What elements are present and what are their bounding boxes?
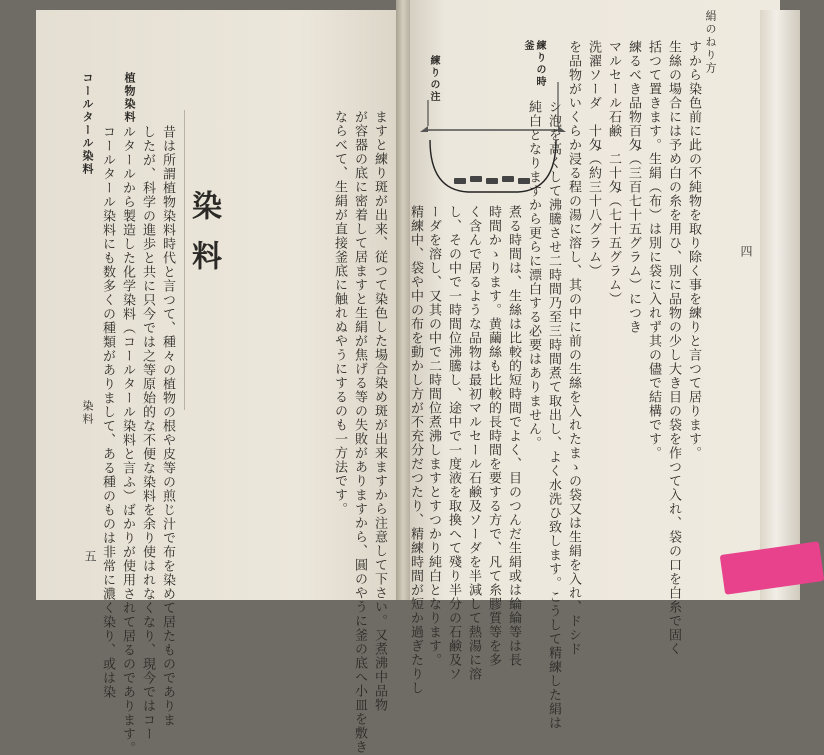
- right-col-13: し、その中で一時間位沸騰し、途中で一度液を取換へて殘り半分の石鹸及ソ: [446, 205, 461, 681]
- right-col-1: すから染色前に此の不純物を取り除く事を練りと言つて居ります。: [686, 40, 701, 460]
- right-header-title: 絹のねり方: [704, 10, 717, 75]
- diagram-label-1: 練りの時: [534, 40, 545, 88]
- prev-text-2: が容器の底に密着して居ますと生絹が焦げる等の失敗がありますから、圓のやうに釜の底へ小皿を敷き: [352, 110, 367, 754]
- right-col-10: 煮る時間は、生絲は比較的短時間でよく、目のつんだ生絹或は綸綸等は長: [506, 205, 521, 667]
- right-col-5: マルセール石鹸 二十匁（七十五グラム）: [606, 40, 621, 306]
- right-col-15: 精練中、袋や中の布を動かし方が不充分だつたり、精練時間が短か過ぎたりし: [408, 205, 423, 695]
- right-col-11: 時間かゝります。黄繭絲も比較的長時間を要する方で、凡て糸膠質等を多: [486, 205, 501, 667]
- right-col-12: く含んで居るような品物は最初マルセール石鹸及ソーダを半減して熱湯に溶: [466, 205, 481, 681]
- left-paragraph-1: 昔は所謂植物染料時代と言つて、種々の植物の根や皮等の煎じ汁で布を染めて居たものでありま: [160, 125, 175, 727]
- diagram-label-3: 練りの注: [428, 55, 439, 103]
- right-col-9: 純白となりますから更らに漂白する必要はありません。: [526, 100, 541, 450]
- right-col-14: ーダを溶し、又其の中で二時間位煮沸しますとすつかり純白となります。: [426, 205, 441, 667]
- page-edges: [760, 10, 800, 600]
- right-col-2: 生絲の場合には予め白の糸を用ひ、別に品物の少し大き目の袋を作つて入れ、袋の口を白糸で固く: [666, 40, 681, 656]
- left-paragraph-2: したが、科学の進歩と共に只今では之等原始的な不便な染料を余り使はれなくなり、現今ではコー: [140, 125, 155, 741]
- left-paragraph-3: ルタールから製造した化学染料（コールタール染料と言ふ）ばかりが使用されて居るのであります。: [120, 125, 135, 755]
- left-footer-title: 染料: [81, 400, 94, 426]
- prev-text-1: ますと練り斑が出来、従つて染色した場合染め斑が出来ますから注意して下さい。又煮沸中品物: [372, 110, 387, 712]
- diagram-label-2: 釜: [522, 40, 533, 52]
- left-paragraph-4: コールタール染料にも数多くの種類がありまして、ある種のものは非常に濃く染り、或は染: [100, 125, 115, 699]
- right-page-number: 四: [739, 245, 753, 257]
- right-col-8: シ泡を高くして沸騰させ二時間乃至三時間煮て取出し、よく水洗ひ致します。こうして精練した絹は: [546, 100, 561, 730]
- left-header-section: 植物染料: [123, 72, 136, 124]
- left-page-number: 五: [83, 550, 97, 562]
- right-col-7: を品物がいくらか浸る程の湯に溶し、其の中に前の生絲を入れたまゝの袋又は生絹を入れ、ドシド: [566, 40, 581, 656]
- right-col-6: 洗濯ソーダ 十匁（約三十八グラム）: [586, 40, 601, 278]
- right-col-4: 練るべき品物百匁（三百七十五グラム）につき: [626, 40, 641, 334]
- chapter-title: 染料: [186, 190, 221, 290]
- chapter-title-box: [130, 110, 185, 410]
- right-col-3: 括つて置きます。生絹（布）は別に袋に入れず其の儘で結構です。: [646, 40, 661, 460]
- left-header-section2: コールタール染料: [81, 72, 94, 176]
- prev-text-3: ならべて、生絹が直接釜底に触れぬやうにするのも一方法です。: [332, 110, 347, 516]
